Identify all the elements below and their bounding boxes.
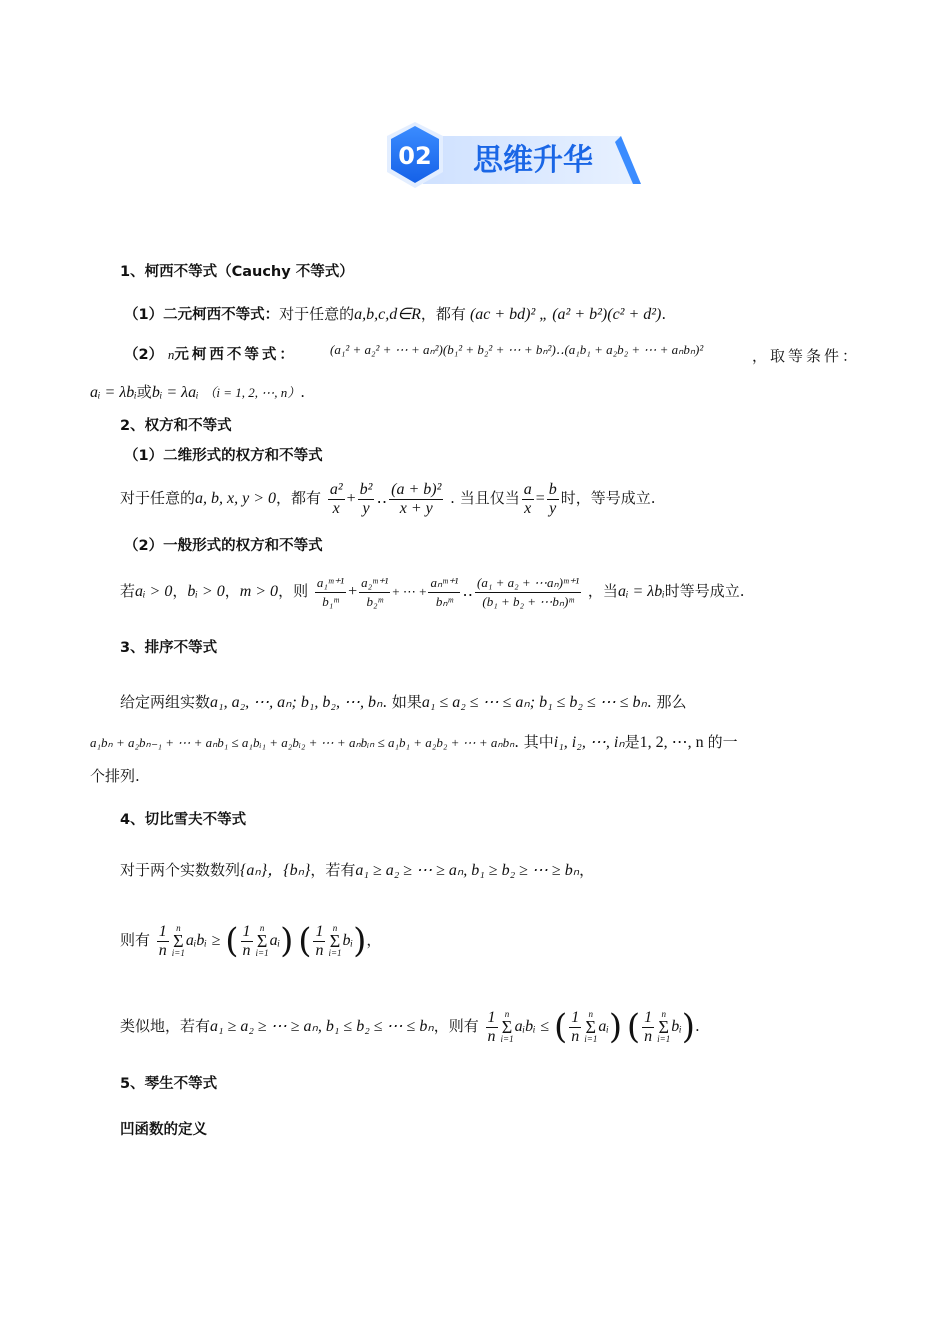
chebyshev-inequality: 则有 $\frac{1}{n}$ n Σ i=1 aᵢbᵢ ≥ ( $\frac{1}{n}$ n Σ i=1 aᵢ) ( $\frac{1}{n}$ n Σ i=1 bᵢ)， [120,921,382,961]
heading-chebyshev: 4、切比雪夫不等式 [120,812,247,828]
badge-title: 思维升华 [473,143,593,178]
rearrangement-inequality: a₁bₙ + a₂bₙ₋₁ + ⋯ + aₙb₁ ≤ a₁bᵢ₁ + a₂bᵢ₂ + ⋯ + aₙbᵢₙ ≤ a₁b₁ + a₂b₂ + ⋯ + aₙbₙ. 其中i₁, i₂, ⋯, iₙ是1, 2, ⋯, n 的一 [90,733,738,751]
rearrangement-tail: 个排列. [90,767,140,785]
cauchy-2d: （1）二元柯西不等式：对于任意的a,b,c,d∈R，都有 (ac + bd)² „ (a² + b²)(c² + d²). [124,305,667,323]
heading-jensen: 5、琴生不等式 [120,1076,218,1092]
concave-definition-title: 凹函数的定义 [120,1122,207,1138]
cauchy-nd-formula: (a₁² + a₂² + ⋯ + aₙ²)(b₁² + b₂² + ⋯ + bₙ²)‥(a₁b₁ + a₂b₂ + ⋯ + aₙbₙ)² [330,342,704,357]
chebyshev-similar: 类似地，若有a₁ ≥ a₂ ≥ ⋯ ≥ aₙ, b₁ ≤ b₂ ≤ ⋯ ≤ bₙ，则有 $\frac{1}{n}$ n Σ i=1 aᵢbᵢ ≤ ( $\frac{1}{n}$ n Σ i=1 aᵢ) ( $\frac{1}{n}$ n Σ i=1 bᵢ). [120,1007,700,1047]
cauchy-conditions: aᵢ = λbᵢ或bᵢ = λaᵢ （i = 1, 2, ⋯, n）. [90,383,306,401]
power-sum-general-title: （2）一般形式的权方和不等式 [124,538,323,554]
power-sum-2d-title: （1）二维形式的权方和不等式 [124,448,323,464]
heading-power-sum: 2、权方和不等式 [120,418,232,434]
power-sum-general: 若aᵢ > 0，bᵢ > 0，m > 0，则 $\frac{\text{a₁ᵐ⁺¹}}{\text{b₁ᵐ}}$ + $\frac{\text{a₂ᵐ⁺¹}}{\text{b₂ᵐ}}$ + ⋯ + $\frac{\text{aₙᵐ⁺¹}}{\text{bₙᵐ}}$ ‥ $\frac{\text{(a₁ + a₂ + ⋯aₙ)ᵐ⁺¹}}{\text{(b₁ + b₂ + ⋯bₙ)ᵐ}}$ ，当aᵢ = λbᵢ时等号成立. [120,574,745,609]
power-sum-2d: 对于任意的a, b, x, y > 0，都有 $\frac{\text{a²}}{x}$ + $\frac{\text{b²}}{y}$ ‥ $\frac{\text{(a + b)²}}{x + y}$ . 当且仅当 $\frac{a}{x}$ = $\frac{b}{y}$ 时，等号成立. [120,480,656,517]
cauchy-nd: （2） n元柯西不等式： [124,347,297,363]
rearrangement-given: 给定两组实数a₁, a₂, ⋯, aₙ; b₁, b₂, ⋯, bₙ. 如果a₁ ≤ a₂ ≤ ⋯ ≤ aₙ; b₁ ≤ b₂ ≤ ⋯ ≤ bₙ. 那么 [120,693,687,711]
cauchy-eq-condition: ，取等条件： [752,347,861,365]
heading-cauchy: 1、柯西不等式（Cauchy 不等式） [120,264,354,280]
section-badge [383,118,645,198]
chebyshev-given: 对于两个实数数列{aₙ}，{bₙ}，若有a₁ ≥ a₂ ≥ ⋯ ≥ aₙ, b₁ ≥ b₂ ≥ ⋯ ≥ bₙ， [120,861,595,879]
heading-rearrangement: 3、排序不等式 [120,640,218,656]
badge-number: 02 [398,142,432,170]
